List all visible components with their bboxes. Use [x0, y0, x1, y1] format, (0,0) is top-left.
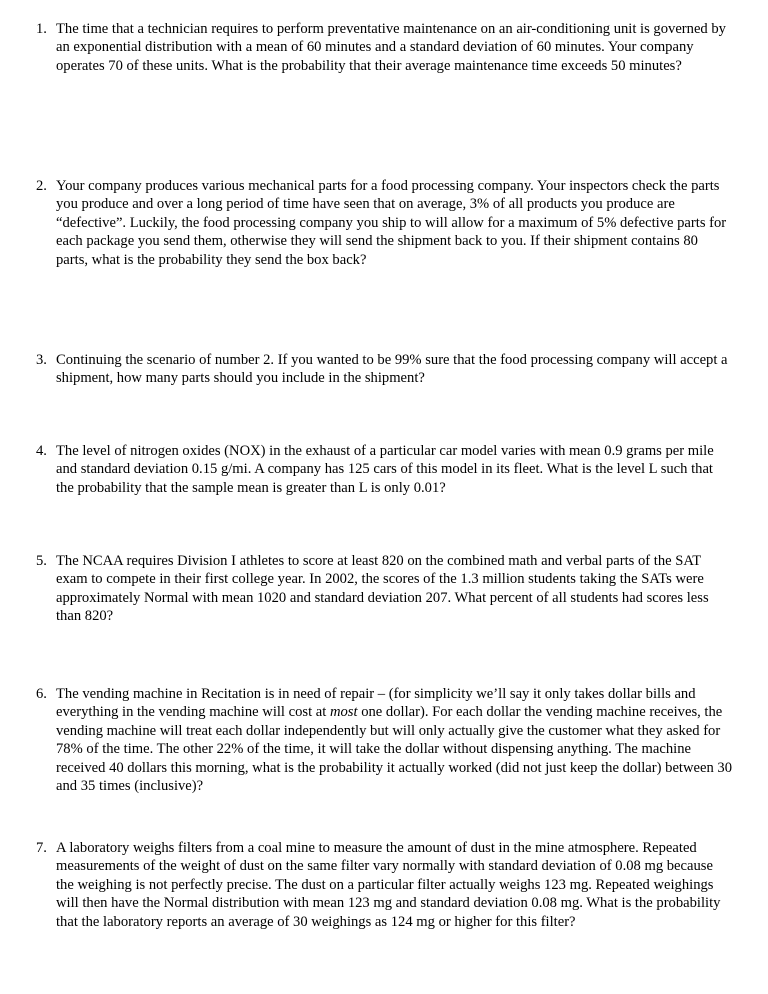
question-6 [36, 685, 732, 795]
question-number: 5. [36, 553, 47, 569]
question-text: Continuing the scenario of number 2. If you wanted to be 99% sure that the food processing company will accept a shipment, how many parts should you include in the shipment? [56, 352, 728, 387]
question-number: 4. [36, 443, 47, 459]
question-text-part: one dollar). For each dollar the vending machine receives, the vending machine will treat each dollar independently but will only actually give the customer what they asked for 78% of the time. The other 22% of the time, it will take the dollar without dispensing anything. The machine received 40 dollars this morning, what is the probability it actually worked (did not just keep the dollar) between 30 and 35 times (inclusive)? [56, 704, 733, 795]
question-2 [36, 177, 732, 269]
question-text: Your company produces various mechanical parts for a food processing company. Your inspectors check the parts you produce and over a long period of time have seen that on average, 3% of all products you produce are “defective”. Luckily, the food processing company you ship to will allow for a maximum of 5% defective parts for each package you send them, otherwise they will send the shipment back to you. If their shipment contains 80 parts, what is the probability they send the box back? [56, 178, 727, 268]
question-7 [36, 839, 732, 931]
question-text: The NCAA requires Division I athletes to score at least 820 on the combined math and verbal parts of the SAT exam to compete in their first college year. In 2002, the scores of the 1.3 million students taking the SATs were approximately Normal with mean 1020 and standard deviation 207. What percent of all students had scores less than 820? [56, 553, 709, 625]
question-text [56, 685, 732, 795]
emphasis-word: most [329, 704, 358, 721]
question-text-part: The vending machine in Recitation is in need of repair – (for simplicity we’ll say it only takes dollar bills and everything in the vending machine will cost at [56, 686, 696, 721]
question-number: 1. [36, 21, 47, 37]
question-number: 3. [36, 352, 47, 368]
question-text: A laboratory weighs filters from a coal mine to measure the amount of dust in the mine atmosphere. Repeated measurements of the weight of dust on the same filter vary normally with standard deviation of 0.08 mg because the weighing is not perfectly precise. The dust on a particular filter actually weighs 123 mg. Repeated weighings will then have the Normal distribution with mean 123 mg and standard deviation 0.08 mg. What is the probability that the laboratory reports an average of 30 weighings as 124 mg or higher for this filter? [56, 840, 721, 930]
question-number: 7. [36, 840, 47, 856]
question-3 [36, 351, 732, 388]
question-number: 2. [36, 178, 47, 194]
question-4 [36, 442, 732, 497]
question-text: The time that a technician requires to perform preventative maintenance on an air-conditioning unit is governed by an exponential distribution with a mean of 60 minutes and a standard deviation of 60 minutes. Your company operates 70 of these units. What is the probability that their average maintenance time exceeds 50 minutes? [56, 21, 726, 74]
question-1 [36, 20, 732, 75]
question-5 [36, 552, 732, 626]
question-number: 6. [36, 686, 47, 702]
question-text: The level of nitrogen oxides (NOX) in the exhaust of a particular car model varies with mean 0.9 grams per mile and standard deviation 0.15 g/mi. A company has 125 cars of this model in its fleet. What is the level L such that the probability that the sample mean is greater than L is only 0.01? [56, 443, 714, 496]
